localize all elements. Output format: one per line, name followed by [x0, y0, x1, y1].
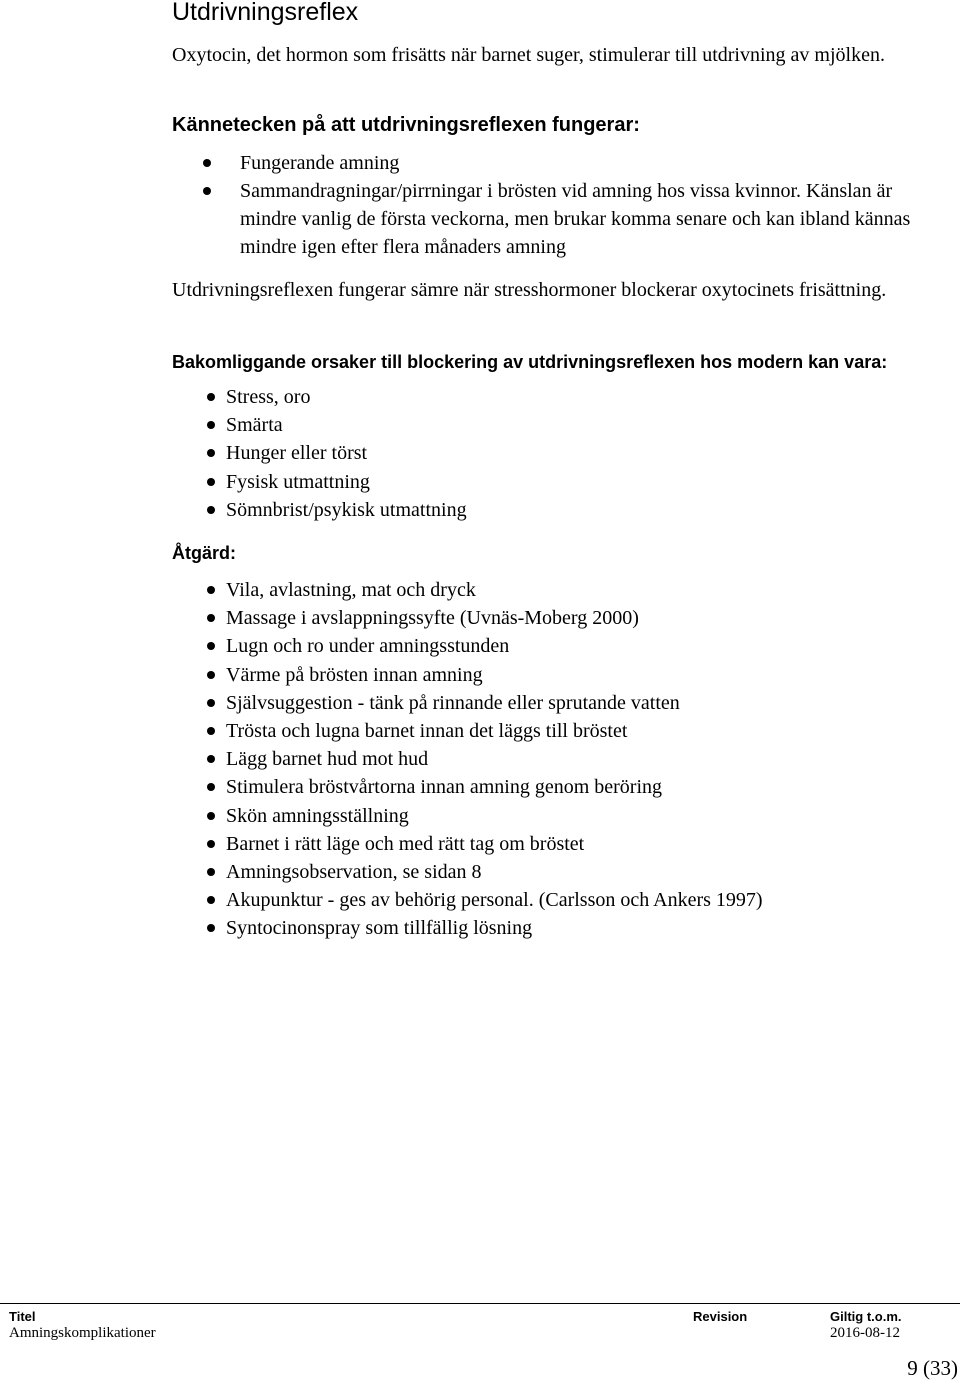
list-item: Stimulera bröstvårtorna innan amning genom beröring — [226, 773, 926, 801]
list-item: Stress, oro — [226, 383, 826, 411]
list-item: Vila, avlastning, mat och dryck — [226, 576, 926, 604]
causes-list — [226, 383, 826, 524]
list-item: Lugn och ro under amningsstunden — [226, 632, 926, 660]
list-item: Värme på brösten innan amning — [226, 661, 926, 689]
signs-list — [240, 149, 945, 261]
list-item: Barnet i rätt läge och med rätt tag om bröstet — [226, 830, 926, 858]
list-item: Trösta och lugna barnet innan det läggs till bröstet — [226, 717, 926, 745]
intro-paragraph: Oxytocin, det hormon som frisätts när barnet suger, stimulerar till utdrivning av mjölken. — [172, 44, 885, 66]
footer-valid-label: Giltig t.o.m. — [830, 1309, 902, 1324]
footer-valid-value: 2016-08-12 — [830, 1325, 900, 1341]
signs-heading: Kännetecken på att utdrivningsreflexen fungerar: — [172, 114, 640, 136]
page-title: Utdrivningsreflex — [172, 0, 359, 26]
list-item: Syntocinonspray som tillfällig lösning — [226, 914, 926, 942]
measures-heading: Åtgärd: — [172, 543, 236, 563]
list-item: Skön amningsställning — [226, 802, 926, 830]
list-item: Smärta — [226, 411, 826, 439]
list-item: Lägg barnet hud mot hud — [226, 745, 926, 773]
list-item: Sömnbrist/psykisk utmattning — [226, 496, 826, 524]
list-item: Självsuggestion - tänk på rinnande eller sprutande vatten — [226, 689, 926, 717]
list-item: Akupunktur - ges av behörig personal. (Carlsson och Ankers 1997) — [226, 886, 926, 914]
list-item: Fungerande amning — [240, 149, 945, 177]
list-item: Amningsobservation, se sidan 8 — [226, 858, 926, 886]
measures-list — [226, 576, 926, 943]
list-item: Sammandragningar/pirrningar i brösten vid amning hos vissa kvinnor. Känslan är mindre vanlig de första veckorna, men brukar komma senare och kan ibland kännas mindre igen efter flera månaders amning — [240, 177, 945, 261]
footer-divider — [0, 1303, 960, 1304]
causes-heading: Bakomliggande orsaker till blockering av utdrivningsreflexen hos modern kan vara: — [172, 352, 888, 372]
stress-note: Utdrivningsreflexen fungerar sämre när stresshormoner blockerar oxytocinets frisättning. — [172, 279, 887, 301]
list-item: Massage i avslappningssyfte (Uvnäs-Moberg 2000) — [226, 604, 926, 632]
list-item: Fysisk utmattning — [226, 468, 826, 496]
footer-title-label: Titel — [9, 1309, 36, 1324]
footer-title-value: Amningskomplikationer — [9, 1325, 156, 1341]
page-number: 9 (33) — [907, 1356, 958, 1380]
list-item: Hunger eller törst — [226, 439, 826, 467]
footer-revision-label: Revision — [693, 1309, 748, 1324]
